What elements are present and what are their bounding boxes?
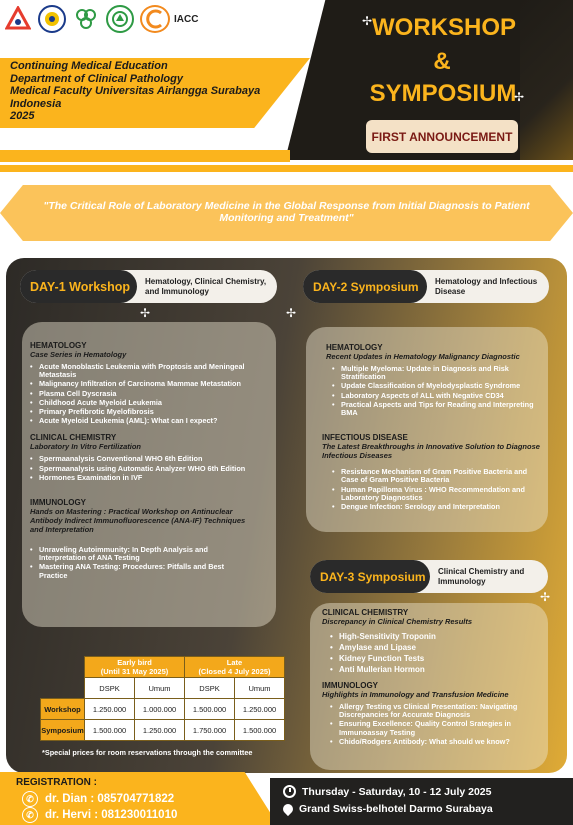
- topic-item: • Allergy Testing vs Clinical Presentation: Navigating Discrepancies for Accurate Diagnosis: [330, 703, 542, 719]
- section-subheading: Highlights in Immunology and Transfusion Medicine: [322, 690, 509, 699]
- section-heading: HEMATOLOGY: [30, 341, 87, 350]
- column-header: Umum: [235, 678, 285, 699]
- organizer-block: [10, 60, 260, 123]
- university-seal-icon: [38, 5, 66, 33]
- day1-pill: [20, 270, 277, 303]
- section-heading: CLINICAL CHEMISTRY: [30, 433, 117, 443]
- topic-item: • Human Papilloma Virus : WHO Recommendation and Laboratory Diagnostics: [332, 486, 542, 502]
- section-heading: IMMUNOLOGY: [322, 681, 378, 690]
- logo-row: [4, 4, 198, 34]
- early-bird-label: Early bird: [117, 658, 152, 667]
- topic-item: • Amylase and Lipase: [330, 643, 542, 653]
- event-venue-text: Grand Swiss-belhotel Darmo Surabaya: [299, 803, 493, 815]
- event-date: [283, 785, 491, 798]
- day2-subtitle: Hematology and Infectious Disease: [435, 276, 538, 296]
- section-heading: CLINICAL CHEMISTRY: [322, 608, 409, 617]
- topic-list: [30, 455, 250, 482]
- topic-item: • Kidney Function Tests: [330, 654, 542, 664]
- topic-item: • Mastering ANA Testing: Procedures: Pitfalls and Best Practice: [30, 563, 250, 579]
- section-subheading: Recent Updates in Hematology Malignancy Diagnostic: [326, 352, 520, 361]
- price-cell: 1.500.000: [85, 720, 135, 741]
- title-panel-accent: [520, 0, 573, 160]
- price-cell: 1.500.000: [185, 699, 235, 720]
- early-bird-header: [85, 657, 185, 678]
- price-cell: 1.250.000: [235, 699, 285, 720]
- price-note: *Special prices for room reservations through the committee: [42, 748, 253, 757]
- topic-item: • Resistance Mechanism of Gram Positive Bacteria and Case of Gram Positive Bacteria: [332, 468, 542, 484]
- day3-pill: [310, 560, 548, 593]
- topic-list: [30, 546, 250, 580]
- row-label: Symposium: [41, 720, 85, 741]
- topic-item: • Multiple Myeloma: Update in Diagnosis and Risk Stratification: [332, 365, 542, 381]
- day1-label: DAY-1 Workshop: [20, 270, 137, 303]
- topic-item: • Unraveling Autoimmunity: In Depth Analysis and Interpretation of ANA Testing: [30, 546, 250, 562]
- section-subheading: Laboratory In Vitro Fertilization: [30, 442, 141, 452]
- topic-list: [330, 632, 542, 675]
- day2-label: DAY-2 Symposium: [303, 270, 427, 303]
- section-subheading: Case Series in Hematology: [30, 350, 127, 359]
- sparkle-icon: ✢: [140, 306, 151, 320]
- topic-list: [330, 703, 542, 746]
- day2-pill: [303, 270, 549, 303]
- topic-item: • Chido/Rodgers Antibody: What should we know?: [330, 738, 542, 746]
- row-label: Workshop: [41, 699, 85, 720]
- section-heading: INFECTIOUS DISEASE: [322, 433, 408, 443]
- sparkle-icon: ✢: [286, 306, 297, 320]
- table-row: [41, 720, 285, 741]
- association-seal-icon: [106, 5, 134, 33]
- topic-item: • Plasma Cell Dyscrasia: [30, 390, 250, 398]
- price-table: [40, 656, 285, 741]
- section-subheading: The Latest Breakthroughs in Innovative Solution to Diagnose Infectious Diseases: [322, 442, 540, 461]
- iacc-label: IACC: [174, 13, 199, 25]
- organizer-line: 2025: [10, 110, 35, 123]
- location-pin-icon: [281, 802, 295, 816]
- section-subheading: Hands on Mastering : Practical Workshop on Antinuclear Antibody Indirect Immunofluorescence (ANA-IF) Techniques and Interpretation: [30, 507, 246, 535]
- day1-subtitle: Hematology, Clinical Chemistry, and Immunology: [145, 276, 267, 296]
- table-row: [41, 657, 285, 678]
- iacc-logo-icon: [140, 5, 170, 33]
- phone-icon: ✆: [22, 791, 38, 807]
- topic-item: • High-Sensitivity Troponin: [330, 632, 542, 642]
- topic-list: [332, 468, 542, 511]
- topic-list: [332, 365, 542, 417]
- event-date-text: Thursday - Saturday, 10 - 12 July 2025: [302, 785, 492, 798]
- price-cell: 1.500.000: [235, 720, 285, 741]
- announcement-badge: FIRST ANNOUNCEMENT: [366, 120, 518, 153]
- contact-phone-text: dr. Dian : 085704771822: [45, 793, 175, 805]
- late-header: [185, 657, 285, 678]
- topic-item: • Anti Mullerian Hormon: [330, 665, 542, 675]
- topic-item: • Childhood Acute Myeloid Leukemia: [30, 399, 250, 407]
- table-row: [41, 699, 285, 720]
- topic-item: • Laboratory Aspects of ALL with Negative CD34: [332, 392, 542, 400]
- topic-item: • Hormones Examination in IVF: [30, 474, 250, 482]
- section-subheading: Discrepancy in Clinical Chemistry Results: [322, 617, 473, 626]
- logo-triangle-icon: [4, 5, 32, 33]
- day3-subtitle: Clinical Chemistry and Immunology: [438, 566, 525, 586]
- column-header: DSPK: [85, 678, 135, 699]
- sparkle-icon: ✢: [540, 590, 551, 604]
- header-divider: [0, 165, 573, 172]
- day3-label: DAY-3 Symposium: [310, 560, 430, 593]
- price-cell: 1.250.000: [135, 720, 185, 741]
- topic-list: [30, 363, 250, 425]
- price-cell: 1.750.000: [185, 720, 235, 741]
- contact-phone[interactable]: [22, 791, 174, 807]
- clock-icon: [283, 785, 296, 798]
- topic-item: • Practical Aspects and Tips for Reading and Interpreting BMA: [332, 401, 542, 417]
- topic-item: • Acute Myeloid Leukemia (AML): What can I expect?: [30, 417, 250, 425]
- late-label: Late: [226, 658, 243, 667]
- sparkle-icon: ✢: [362, 14, 373, 28]
- title-ampersand: &: [433, 48, 451, 75]
- organizer-line: Continuing Medical Education: [10, 60, 168, 72]
- topic-item: • Malignancy Infiltration of Carcinoma Mammae Metastation: [30, 380, 250, 388]
- topic-item: • Spermaanalysis Conventional WHO 6th Edition: [30, 455, 250, 463]
- day2-content: [322, 343, 542, 512]
- topic-item: • Dengue Infection: Serology and Interpretation: [332, 503, 542, 511]
- day3-content: [322, 608, 542, 747]
- header-stripe: [0, 150, 290, 162]
- clover-logo-icon: [72, 5, 100, 33]
- day1-content: [30, 341, 250, 581]
- topic-item: • Spermaanalysis using Automatic Analyzer WHO 6th Edition: [30, 465, 250, 473]
- table-corner: [41, 657, 85, 699]
- event-venue: [283, 803, 493, 815]
- organizer-line: Medical Faculty Universitas Airlangga Surabaya: [10, 85, 261, 98]
- topic-item: • Acute Monoblastic Leukemia with Proptosis and Meningeal Metastasis: [30, 363, 250, 379]
- column-header: Umum: [135, 678, 185, 699]
- price-cell: 1.250.000: [85, 699, 135, 720]
- organizer-line: Indonesia: [10, 97, 62, 110]
- organizer-line: Department of Clinical Pathology: [10, 72, 183, 85]
- contact-phone-text: dr. Hervi : 081230011010: [45, 809, 178, 821]
- price-cell: 1.000.000: [135, 699, 185, 720]
- title-workshop: WORKSHOP: [372, 14, 516, 41]
- late-note: (Closed 4 July 2025): [198, 667, 271, 676]
- registration-label: REGISTRATION :: [16, 777, 97, 788]
- topic-item: • Update Classification of Myelodysplastic Syndrome: [332, 382, 542, 390]
- contact-phone[interactable]: [22, 807, 177, 823]
- section-heading: IMMUNOLOGY: [30, 498, 86, 508]
- early-bird-note: (Until 31 May 2025): [100, 667, 169, 676]
- topic-item: • Primary Prefibrotic Myelofibrosis: [30, 408, 250, 416]
- column-header: DSPK: [185, 678, 235, 699]
- topic-item: • Ensuring Excellence: Quality Control Srategies in Immunoassay Testing: [330, 720, 542, 736]
- title-symposium: SYMPOSIUM: [369, 80, 517, 107]
- theme-text: "The Critical Role of Laboratory Medicine in the Global Response from Initial Diagnosis to Patient Monitoring and Treatment": [43, 200, 530, 224]
- phone-icon: ✆: [22, 807, 38, 823]
- section-heading: HEMATOLOGY: [326, 343, 383, 352]
- sparkle-icon: ✢: [514, 90, 525, 104]
